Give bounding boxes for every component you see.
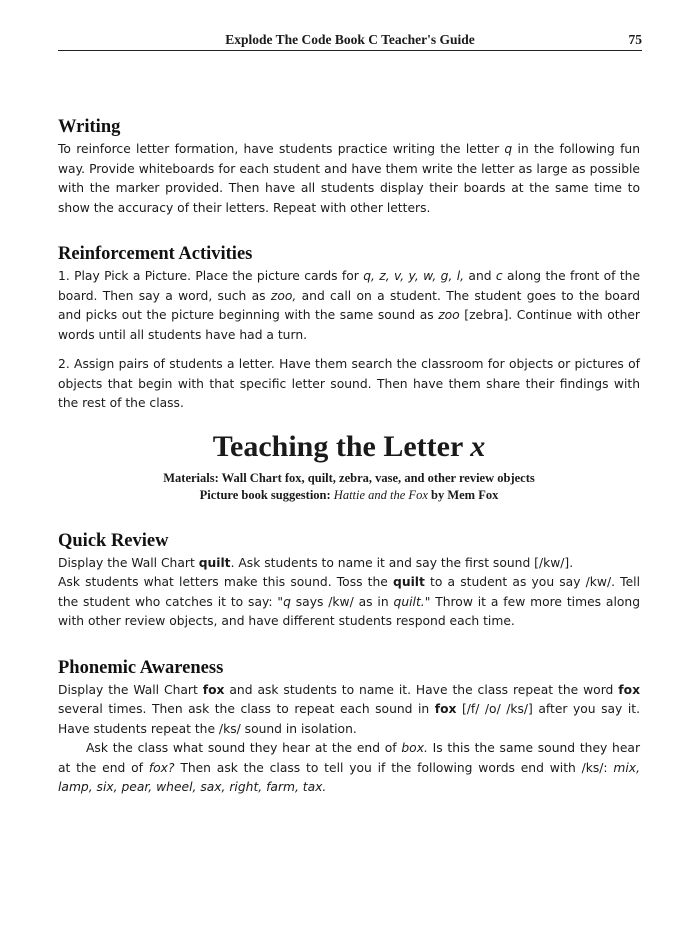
quick-review-section — [58, 530, 640, 632]
header-title: Explode The Code Book C Teacher's Guide — [225, 32, 475, 47]
reinforcement-heading: Reinforcement Activities — [58, 244, 253, 264]
phonemic-paragraph-2: Ask the class what sound they hear at the end of box. Is this the same sound they hear at the end of fox? Then ask the class to tell you if the following words end with /ks/: mix, lamp, six, pear, wheel, sax, right, farm, tax. — [58, 741, 640, 794]
writing-section — [58, 116, 640, 218]
running-header — [58, 30, 642, 51]
reinforcement-item-2: 2. Assign pairs of students a letter. Have them search the classroom for objects or pictures of objects that begin with that specific letter sound. Then have them share their findings with the rest of the class. — [58, 357, 640, 410]
phonemic-awareness-heading: Phonemic Awareness — [58, 657, 224, 678]
page-content — [58, 116, 640, 823]
book-suggestion-line: Picture book suggestion: Hattie and the Fox by Mem Fox — [199, 487, 499, 502]
phonemic-awareness-section — [58, 657, 640, 798]
reinforcement-item-1: 1. Play Pick a Picture. Place the picture cards for q, z, v, y, w, g, l, and c along the front of the board. Then say a word, such as zoo, and call on a student. The student goes to the board and picks out the picture beginning with the same sound as zoo [zebra]. Continue with other words until all students have had a turn. — [58, 269, 641, 342]
quick-review-heading: Quick Review — [58, 530, 169, 551]
page-number: 75 — [628, 32, 642, 47]
phonemic-paragraph-1: Display the Wall Chart fox and ask students to name it. Have the class repeat the word fox several times. Then ask the class to repeat each sound in fox [/f/ /o/ /ks/] after you say it. Have students repeat the /ks/ sound in isolation. — [58, 682, 640, 736]
reinforcement-section — [58, 243, 640, 414]
teaching-title: Teaching the Letter x — [212, 429, 486, 463]
quick-review-paragraph: Display the Wall Chart quilt. Ask students to name it and say the first sound [/kw/]. Ask students what letters make this sound. Toss the quilt to a student as you say /kw/. Tell the student who catches it to say: "q says /kw/ as in quilt." Throw it a few more times along with other review objects, and have different students respond each time. — [58, 555, 640, 628]
materials-line: Materials: Wall Chart fox, quilt, zebra, vase, and other review objects — [163, 470, 535, 485]
writing-heading: Writing — [58, 117, 121, 137]
writing-paragraph: To reinforce letter formation, have students practice writing the letter q in the following fun way. Provide whiteboards for each student and have them write the letter as large as possible with the marker provided. Then have all students display their boards at the same time to show the accuracy of their letters. Repeat with other letters. — [58, 142, 640, 215]
